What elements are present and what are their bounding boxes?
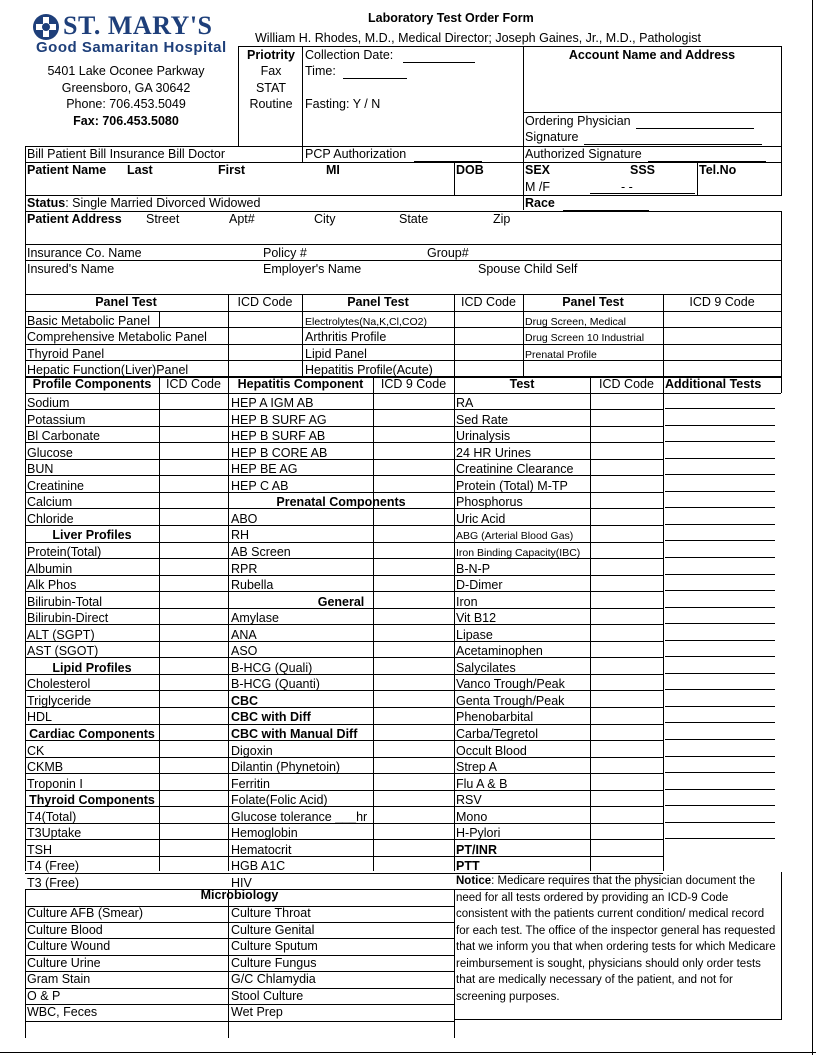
panel-test-item[interactable]: Comprehensive Metabolic Panel	[27, 330, 207, 344]
grid-line	[25, 360, 781, 361]
test-item[interactable]: Mono	[456, 809, 488, 824]
tests-header-test: Test	[509, 377, 535, 391]
grid-line	[228, 889, 229, 1038]
panel-icd-header-3: ICD 9 Code	[689, 295, 755, 309]
micro-test-item[interactable]: Stool Culture	[231, 988, 304, 1003]
test-item[interactable]: 24 HR Urines	[456, 445, 532, 460]
micro-test-item[interactable]: G/C Chlamydia	[231, 972, 316, 986]
address-line-2: Greensboro, GA 30642	[61, 81, 191, 95]
test-item[interactable]: Digoxin	[231, 743, 273, 758]
panel-test-item[interactable]: Drug Screen 10 Industrial	[525, 332, 645, 344]
test-item[interactable]: Acetaminophen	[456, 644, 543, 659]
test-item[interactable]: Bl Carbonate	[27, 429, 100, 444]
additional-test-field[interactable]	[665, 623, 775, 624]
test-item[interactable]: BUN	[27, 462, 54, 477]
state-label: State	[399, 212, 429, 226]
section-heading: Liver Profiles	[52, 528, 132, 543]
grid-line	[25, 1021, 454, 1022]
test-item[interactable]: T4(Total)	[27, 809, 77, 824]
grid-line	[523, 46, 524, 162]
first-label: First	[218, 163, 246, 177]
section-heading: Lipid Profiles	[52, 660, 132, 675]
test-item[interactable]: Sed Rate	[456, 412, 509, 427]
test-item[interactable]: Alk Phos	[27, 578, 77, 593]
account-title: Account Name and Address	[568, 48, 736, 62]
status-label: Status	[27, 196, 66, 210]
grid-line	[454, 889, 455, 1038]
tests-header-icd-2: ICD 9 Code	[380, 377, 447, 391]
city-label: City	[314, 212, 336, 226]
test-item[interactable]: Triglyceride	[27, 693, 92, 708]
additional-test-field[interactable]	[665, 540, 775, 541]
additional-test-field[interactable]	[665, 822, 775, 823]
collection-date-field[interactable]	[403, 62, 475, 63]
additional-test-field[interactable]	[665, 574, 775, 575]
additional-test-field[interactable]	[665, 739, 775, 740]
test-item[interactable]: Bilirubin-Total	[27, 594, 103, 609]
panel-test-item[interactable]: Hepatitis Profile(Acute)	[305, 363, 433, 377]
priority-routine[interactable]: Routine	[249, 97, 293, 111]
page-right-edge	[812, 0, 813, 1055]
collection-date-label: Collection Date:	[305, 48, 394, 62]
panel-test-item[interactable]: Basic Metabolic Panel	[27, 313, 150, 328]
panel-test-item[interactable]: Arthritis Profile	[305, 330, 387, 344]
grid-line	[590, 376, 591, 871]
grid-line	[25, 260, 781, 261]
hospital-subtitle: Good Samaritan Hospital	[36, 39, 227, 56]
notice-text: : Medicare requires that the physician document the need for all tests ordered by providing an ICD-9 Code consistent with the patients current condition/ medical record for each test. The office of the inspector general has requested that we inform you that when ordering tests for which Medicare reimbursement is sought, physicians should only order tests that are medically necessary of the patient, and not for screening purposes.	[456, 875, 776, 1003]
group-label: Group#	[427, 246, 469, 260]
status-row[interactable]	[27, 196, 260, 211]
grid-line	[697, 162, 698, 195]
test-item[interactable]: ANA	[231, 627, 257, 642]
micro-test-item[interactable]: Wet Prep	[231, 1005, 283, 1019]
grid-line	[781, 211, 782, 294]
micro-test-item[interactable]: O & P	[27, 988, 61, 1003]
time-label: Time:	[305, 64, 336, 78]
grid-line	[25, 492, 663, 493]
test-item[interactable]: B-HCG (Quali)	[231, 660, 313, 675]
grid-line	[25, 757, 663, 758]
grid-line	[25, 260, 26, 294]
pcp-label: PCP Authorization	[305, 147, 407, 161]
additional-test-field[interactable]	[665, 838, 775, 839]
micro-test-item[interactable]: WBC, Feces	[27, 1005, 98, 1019]
grid-line	[25, 211, 26, 244]
additional-test-field[interactable]	[665, 640, 775, 641]
priority-fax[interactable]: Fax	[260, 64, 282, 78]
grid-line	[25, 344, 781, 345]
test-item[interactable]: Uric Acid	[456, 511, 506, 526]
additional-test-field[interactable]	[665, 524, 775, 525]
test-item[interactable]: RPR	[231, 561, 258, 576]
insured-label: Insured's Name	[27, 262, 115, 276]
grid-line	[25, 856, 663, 857]
test-item[interactable]: Amylase	[231, 611, 279, 626]
grid-line	[25, 442, 663, 443]
grid-line	[25, 624, 663, 625]
grid-line	[663, 376, 781, 377]
panel-header-1: Panel Test	[95, 295, 157, 309]
section-heading: General	[317, 594, 365, 609]
last-label: Last	[127, 163, 153, 177]
grid-line	[25, 542, 663, 543]
bill-options[interactable]: Bill Patient Bill Insurance Bill Doctor	[27, 147, 225, 161]
grid-line	[25, 938, 454, 939]
test-item[interactable]: Rubella	[231, 578, 274, 593]
test-item[interactable]: Cholesterol	[27, 677, 91, 692]
test-item[interactable]: Salycilates	[456, 660, 516, 675]
micro-test-item[interactable]: Culture Wound	[27, 939, 111, 953]
test-item[interactable]: PT/INR	[456, 842, 497, 857]
sex-options[interactable]: M /F	[525, 180, 550, 194]
hospital-name: ST. MARY'S	[63, 11, 213, 40]
test-item[interactable]: Occult Blood	[456, 743, 527, 758]
additional-test-field[interactable]	[665, 441, 775, 442]
additional-test-field[interactable]	[665, 607, 775, 608]
hospital-logo-icon	[31, 12, 61, 42]
priority-label: Priotrity	[247, 48, 295, 62]
grid-line	[302, 294, 303, 376]
notice-label: Notice	[456, 875, 492, 887]
test-item[interactable]: HEP C AB	[231, 478, 289, 493]
grid-line	[25, 955, 454, 956]
grid-line	[663, 294, 664, 376]
additional-test-field[interactable]	[665, 689, 775, 690]
grid-line	[25, 641, 663, 642]
grid-line	[25, 294, 26, 376]
additional-test-field[interactable]	[665, 656, 775, 657]
phone: Phone: 706.453.5049	[66, 97, 186, 111]
tests-header-hepatitis: Hepatitis Component	[237, 377, 364, 391]
grid-line	[25, 311, 781, 312]
panel-test-item[interactable]: Drug Screen, Medical	[525, 315, 626, 328]
test-item[interactable]: CK	[27, 743, 45, 758]
sss-dashes: - -	[621, 180, 633, 194]
grid-line	[523, 162, 524, 210]
panel-test-item[interactable]: Prenatal Profile	[525, 348, 597, 361]
test-item[interactable]: Bilirubin-Direct	[27, 611, 109, 626]
grid-line	[25, 558, 663, 559]
patient-name-label: Patient Name	[27, 163, 107, 177]
additional-test-field[interactable]	[665, 425, 775, 426]
grid-line	[25, 426, 663, 427]
grid-line	[25, 806, 663, 807]
test-item[interactable]: Troponin I	[27, 776, 83, 791]
grid-line	[228, 376, 229, 871]
additional-test-field[interactable]	[665, 458, 775, 459]
additional-test-field[interactable]	[665, 772, 775, 773]
test-item[interactable]: AB Screen	[231, 544, 291, 559]
tel-label: Tel.No	[699, 163, 737, 177]
grid-line	[25, 459, 663, 460]
additional-test-field[interactable]	[665, 474, 775, 475]
tests-header-profile: Profile Components	[32, 377, 152, 391]
grid-line	[25, 146, 781, 147]
panel-test-item[interactable]: Thyroid Panel	[27, 346, 105, 361]
grid-line	[454, 1019, 781, 1020]
micro-test-item[interactable]: Culture Throat	[231, 906, 311, 920]
test-item[interactable]: B-HCG (Quanti)	[231, 677, 320, 692]
grid-line	[25, 988, 454, 989]
sex-label: SEX	[525, 163, 551, 177]
authorized-signature-label: Authorized Signature	[525, 147, 642, 161]
micro-test-item[interactable]: Culture Urine	[27, 955, 101, 970]
additional-test-field[interactable]	[665, 789, 775, 790]
test-item[interactable]: HEP B SURF AB	[231, 429, 326, 444]
test-item[interactable]: HDL	[27, 710, 53, 725]
additional-test-field[interactable]	[665, 706, 775, 707]
test-item[interactable]: HEP A IGM AB	[231, 396, 314, 410]
insurance-label: Insurance Co. Name	[27, 246, 142, 260]
test-item[interactable]: T4 (Free)	[27, 859, 80, 874]
grid-line	[25, 690, 663, 691]
micro-test-item[interactable]: Gram Stain	[27, 972, 91, 986]
test-item[interactable]: Calcium	[27, 495, 73, 510]
grid-line	[781, 376, 782, 393]
additional-test-field[interactable]	[665, 557, 775, 558]
panel-test-item[interactable]: Lipid Panel	[305, 346, 367, 361]
panel-test-item[interactable]: Electrolytes(Na,K,Cl,CO2)	[305, 315, 427, 328]
additional-test-field[interactable]	[665, 408, 775, 409]
grid-line	[373, 376, 374, 871]
test-item[interactable]: Glucose tolerance ___hr	[231, 809, 368, 824]
policy-label: Policy #	[263, 246, 307, 260]
micro-test-item[interactable]: Culture Blood	[27, 922, 103, 937]
test-item[interactable]: Protein (Total) M-TP	[456, 478, 568, 493]
relationship-options[interactable]: Spouse Child Self	[478, 262, 578, 276]
grid-line	[663, 393, 781, 394]
test-item[interactable]: TSH	[27, 842, 52, 857]
directors-line: William H. Rhodes, M.D., Medical Director; Joseph Gaines, Jr., M.D., Pathologist	[255, 31, 701, 45]
status-options: : Single Married Divorced Widowed	[65, 196, 261, 210]
test-item[interactable]: Urinalysis	[456, 429, 511, 444]
patient-address-label: Patient Address	[27, 212, 122, 226]
additional-test-field[interactable]	[665, 805, 775, 806]
test-item[interactable]: HEP B CORE AB	[231, 445, 328, 460]
grid-line	[25, 376, 663, 377]
fax: Fax: 706.453.5080	[73, 114, 179, 128]
test-item[interactable]: RA	[456, 396, 474, 410]
grid-line	[25, 294, 781, 295]
test-item[interactable]: Dilantin (Phynetoin)	[231, 760, 341, 775]
test-item[interactable]: Vanco Trough/Peak	[456, 677, 565, 692]
test-item[interactable]: T3 (Free)	[27, 875, 80, 890]
test-item[interactable]: HIV	[231, 875, 252, 890]
grid-line	[25, 889, 26, 1038]
panel-test-item[interactable]: Hepatic Function(Liver)Panel	[27, 363, 189, 377]
dob-label: DOB	[456, 163, 484, 177]
panel-icd-header-1: ICD Code	[237, 295, 293, 309]
test-item[interactable]: HEP BE AG	[231, 462, 298, 477]
test-item[interactable]: Phosphorus	[456, 495, 523, 510]
grid-line	[781, 46, 782, 196]
test-item[interactable]: Iron Binding Capacity(IBC)	[456, 546, 581, 559]
grid-line	[454, 376, 455, 871]
test-item[interactable]: RSV	[456, 793, 482, 808]
grid-line	[25, 409, 663, 410]
grid-line	[25, 1004, 454, 1005]
tests-header-icd-3: ICD Code	[599, 377, 654, 391]
grid-line	[159, 311, 160, 327]
test-item[interactable]: T3Uptake	[27, 826, 82, 841]
grid-line	[25, 922, 454, 923]
test-item[interactable]: PTT	[456, 859, 480, 874]
grid-line	[25, 657, 663, 658]
additional-test-field[interactable]	[665, 722, 775, 723]
priority-stat[interactable]: STAT	[255, 81, 287, 95]
test-item[interactable]: HEP B SURF AG	[231, 412, 327, 427]
test-item[interactable]: HGB A1C	[231, 859, 286, 874]
additional-test-field[interactable]	[665, 491, 775, 492]
test-item[interactable]: Hematocrit	[231, 842, 292, 857]
test-item[interactable]: ABG (Arterial Blood Gas)	[456, 530, 574, 543]
sss-field[interactable]	[590, 193, 695, 194]
microbiology-title: Microbiology	[200, 888, 279, 902]
tests-header-icd-1: ICD Code	[166, 377, 221, 391]
test-item[interactable]: Potassium	[27, 412, 86, 427]
test-item[interactable]: Carba/Tegretol	[456, 727, 538, 741]
medicare-notice	[456, 873, 778, 1005]
employer-label: Employer's Name	[263, 262, 362, 276]
test-item[interactable]: B-N-P	[456, 561, 491, 576]
grid-line	[25, 508, 663, 509]
address-line-1: 5401 Lake Oconee Parkway	[47, 64, 205, 78]
grid-line	[25, 475, 663, 476]
test-item[interactable]: RH	[231, 528, 250, 543]
test-item[interactable]: ASO	[231, 644, 258, 659]
grid-line	[238, 46, 782, 47]
grid-line	[25, 839, 663, 840]
test-item[interactable]: Creatinine Clearance	[456, 462, 574, 477]
test-item[interactable]: Phenobarbital	[456, 710, 534, 725]
grid-line	[25, 889, 454, 890]
ordering-physician-label: Ordering Physician	[525, 114, 631, 128]
test-item[interactable]: Lipase	[456, 627, 493, 642]
signature-label: Signature	[525, 130, 579, 144]
test-item[interactable]: Strep A	[456, 760, 497, 775]
grid-line	[25, 724, 663, 725]
test-item[interactable]: Vit B12	[456, 611, 497, 626]
section-heading: Cardiac Components	[29, 727, 155, 741]
race-label: Race	[525, 196, 555, 210]
test-item[interactable]: CBC	[231, 693, 259, 708]
ordering-physician-field[interactable]	[636, 128, 754, 129]
grid-line	[25, 376, 26, 871]
test-item[interactable]: D-Dimer	[456, 578, 503, 593]
apt-label: Apt#	[229, 212, 255, 226]
grid-line	[25, 740, 663, 741]
sss-label: SSS	[630, 163, 656, 177]
additional-test-field[interactable]	[665, 756, 775, 757]
micro-test-item[interactable]: Culture Fungus	[231, 955, 317, 970]
grid-line	[781, 872, 782, 1020]
grid-line	[454, 162, 455, 195]
grid-line	[238, 46, 239, 146]
additional-test-field[interactable]	[665, 590, 775, 591]
grid-line	[25, 608, 663, 609]
grid-line	[25, 773, 663, 774]
grid-line	[454, 294, 455, 376]
test-item[interactable]: ABO	[231, 511, 258, 526]
test-item[interactable]: Protein(Total)	[27, 544, 102, 559]
additional-test-field[interactable]	[665, 673, 775, 674]
grid-line	[25, 906, 454, 907]
grid-line	[159, 376, 160, 871]
street-label: Street	[146, 212, 180, 226]
grid-line	[25, 971, 454, 972]
grid-line	[25, 525, 663, 526]
grid-line	[25, 162, 781, 163]
test-item[interactable]: H-Pylori	[456, 826, 501, 841]
test-item[interactable]: Sodium	[27, 396, 70, 410]
panel-header-2: Panel Test	[347, 295, 409, 309]
test-item[interactable]: Hemoglobin	[231, 826, 298, 841]
grid-line	[25, 674, 663, 675]
micro-test-item[interactable]: Culture Genital	[231, 922, 315, 937]
grid-line	[25, 393, 663, 394]
test-item[interactable]: Flu A & B	[456, 776, 508, 791]
additional-test-field[interactable]	[665, 507, 775, 508]
section-heading: Thyroid Components	[29, 793, 155, 808]
test-item[interactable]: CKMB	[27, 760, 64, 775]
grid-line	[781, 294, 782, 376]
page-bottom-edge	[0, 1052, 816, 1053]
fasting-label[interactable]: Fasting: Y / N	[305, 97, 381, 111]
grid-line	[25, 575, 663, 576]
grid-line	[25, 327, 781, 328]
grid-line	[523, 112, 781, 113]
zip-label: Zip	[493, 212, 511, 226]
grid-line	[523, 294, 524, 376]
test-item[interactable]: ALT (SGPT)	[27, 627, 95, 642]
panel-icd-header-2: ICD Code	[461, 295, 516, 309]
grid-line	[25, 211, 781, 212]
section-heading: Prenatal Components	[276, 495, 406, 510]
grid-line	[663, 376, 664, 871]
test-item[interactable]: Ferritin	[231, 776, 270, 791]
grid-line	[228, 294, 229, 376]
form-title: Laboratory Test Order Form	[368, 11, 534, 25]
signature-field[interactable]	[584, 144, 762, 145]
grid-line	[25, 195, 781, 196]
test-item[interactable]: CBC with Manual Diff	[231, 727, 358, 741]
test-item[interactable]: Iron	[456, 594, 478, 609]
test-item[interactable]: AST (SGOT)	[27, 644, 99, 659]
grid-line	[25, 873, 663, 874]
grid-line	[25, 823, 663, 824]
test-item[interactable]: Chloride	[27, 511, 74, 526]
grid-line	[25, 244, 781, 245]
test-item[interactable]: Creatinine	[27, 478, 84, 493]
panel-header-3: Panel Test	[562, 295, 624, 309]
test-item[interactable]: Folate(Folic Acid)	[231, 793, 328, 808]
mi-label: MI	[326, 163, 340, 177]
grid-line	[25, 707, 663, 708]
micro-test-item[interactable]: Culture Sputum	[231, 939, 318, 953]
micro-test-item[interactable]: Culture AFB (Smear)	[27, 906, 144, 920]
time-field[interactable]	[343, 78, 407, 79]
test-item[interactable]: Glucose	[27, 445, 73, 460]
grid-line	[25, 790, 663, 791]
tests-header-additional: Additional Tests	[665, 377, 762, 391]
test-item[interactable]: Albumin	[27, 561, 73, 576]
grid-line	[302, 46, 303, 162]
test-item[interactable]: Genta Trough/Peak	[456, 693, 565, 708]
test-item[interactable]: CBC with Diff	[231, 710, 311, 725]
grid-line	[25, 591, 663, 592]
